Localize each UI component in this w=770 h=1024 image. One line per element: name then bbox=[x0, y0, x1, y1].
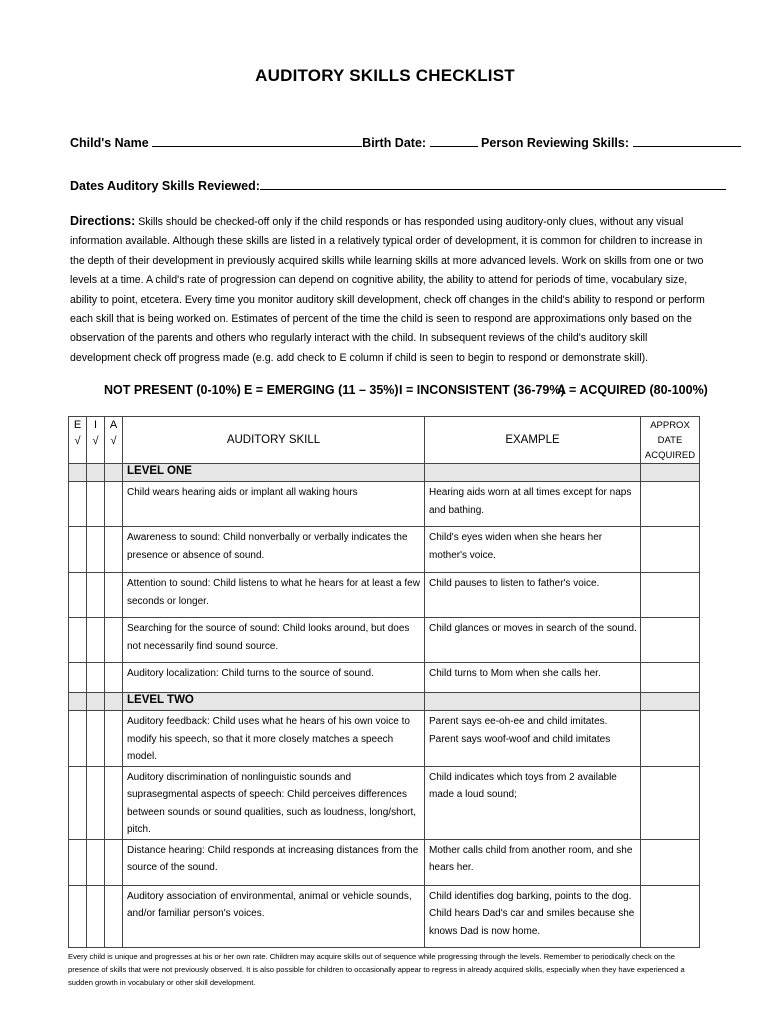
date-cell[interactable] bbox=[641, 766, 700, 839]
check-e[interactable] bbox=[69, 711, 87, 767]
child-name-label: Child's Name bbox=[70, 136, 149, 150]
page-title: AUDITORY SKILLS CHECKLIST bbox=[255, 66, 515, 85]
example-cell: Child identifies dog barking, points to the dog. Child hears Dad's car and smiles because she knows Dad is now home. bbox=[425, 885, 641, 947]
skill-cell: Distance hearing: Child responds at increasing distances from the source of the sound. bbox=[123, 839, 425, 885]
check-a[interactable] bbox=[105, 711, 123, 767]
table-row bbox=[69, 766, 700, 839]
check-a[interactable] bbox=[105, 766, 123, 839]
check-e[interactable] bbox=[69, 839, 87, 885]
check-e[interactable] bbox=[69, 885, 87, 947]
date-cell[interactable] bbox=[641, 885, 700, 947]
level-two-label: LEVEL TWO bbox=[123, 693, 425, 711]
level-two-row bbox=[69, 693, 700, 711]
check-e[interactable] bbox=[69, 618, 87, 663]
directions-text: Skills should be checked-off only if the child responds or has responded using auditory-only clues, without any visual information available. Although these skills are listed in a relatively typical order of development, it is common for children to increase in the depth of their development in previously acquired skills while learning skills at more advanced levels. Work on skills from one or two levels at a time. A child's rate of progression can depend on cognitive ability, the ability to attend for periods of time, vocabulary size, ability to point, etcetera. Every time you monitor auditory skill development, check off changes in the child's ability to respond or perform each skill that is being worked on. Estimates of percent of the time the child is seen to respond are approximations only based on the observation of the parents and others who regularly interact with the child. In subsequent reviews of the child's auditory skill development check off progress made (e.g. add check to E column if child is seen to begin to respond or demonstrate skill). bbox=[70, 216, 705, 364]
table-row bbox=[69, 839, 700, 885]
legend-inconsistent: I = INCONSISTENT (36-79%) bbox=[399, 383, 565, 397]
legend-acquired: A = ACQUIRED (80-100%) bbox=[557, 383, 708, 397]
example-cell: Child indicates which toys from 2 available made a loud sound; bbox=[425, 766, 641, 839]
date-cell[interactable] bbox=[641, 663, 700, 693]
check-i[interactable] bbox=[87, 573, 105, 618]
date-cell[interactable] bbox=[641, 618, 700, 663]
table-row bbox=[69, 527, 700, 573]
skill-cell: Attention to sound: Child listens to what he hears for at least a few seconds or longer. bbox=[123, 573, 425, 618]
check-a[interactable] bbox=[105, 527, 123, 573]
skills-table bbox=[68, 416, 700, 948]
child-info-row bbox=[70, 134, 741, 150]
example-cell: Child's eyes widen when she hears her mother's voice. bbox=[425, 527, 641, 573]
date-cell[interactable] bbox=[641, 839, 700, 885]
check-i[interactable] bbox=[87, 663, 105, 693]
check-a[interactable] bbox=[105, 885, 123, 947]
check-a[interactable] bbox=[105, 663, 123, 693]
table-header bbox=[69, 417, 700, 464]
example-cell: Parent says ee-oh-ee and child imitates. Parent says woof-woof and child imitates bbox=[425, 711, 641, 767]
date-cell[interactable] bbox=[641, 711, 700, 767]
date-cell[interactable] bbox=[641, 482, 700, 527]
birth-date-label: Birth Date: bbox=[362, 136, 427, 150]
header-auditory-skill: AUDITORY SKILL bbox=[123, 417, 425, 464]
header-approx-date: APPROX DATE ACQUIRED bbox=[641, 417, 700, 464]
example-cell: Child glances or moves in search of the sound. bbox=[425, 618, 641, 663]
level-one-label: LEVEL ONE bbox=[123, 464, 425, 482]
check-a[interactable] bbox=[105, 482, 123, 527]
header-i: I √ bbox=[87, 417, 105, 464]
skill-cell: Searching for the source of sound: Child looks around, but does not necessarily find sound source. bbox=[123, 618, 425, 663]
date-cell[interactable] bbox=[641, 527, 700, 573]
check-a[interactable] bbox=[105, 573, 123, 618]
check-i[interactable] bbox=[87, 618, 105, 663]
check-e[interactable] bbox=[69, 527, 87, 573]
reviewer-label: Person Reviewing Skills: bbox=[481, 136, 630, 150]
check-e[interactable] bbox=[69, 663, 87, 693]
footer-note: Every child is unique and progresses at his or her own rate. Children may acquire skills out of sequence while progressing through the levels. Remember to periodically check on the presence of skills that were not previously observed. It is also possible for children to occasionally appear to regress in already acquired skills, especially when they have experienced a sudden growth in vocabulary or other skill development. bbox=[68, 952, 685, 987]
directions-label: Directions: bbox=[70, 214, 136, 228]
dates-reviewed-field[interactable] bbox=[260, 177, 726, 190]
check-e[interactable] bbox=[69, 573, 87, 618]
skill-cell: Awareness to sound: Child nonverbally or verbally indicates the presence or absence of sound. bbox=[123, 527, 425, 573]
dates-reviewed-label: Dates Auditory Skills Reviewed: bbox=[70, 179, 260, 193]
check-a[interactable] bbox=[105, 618, 123, 663]
skill-cell: Auditory feedback: Child uses what he hears of his own voice to modify his speech, so that it more closely matches a speech model. bbox=[123, 711, 425, 767]
date-cell[interactable] bbox=[641, 573, 700, 618]
check-i[interactable] bbox=[87, 482, 105, 527]
directions bbox=[70, 212, 710, 368]
table-row bbox=[69, 663, 700, 693]
header-e: E √ bbox=[69, 417, 87, 464]
legend-not-present: NOT PRESENT (0-10%) bbox=[104, 383, 241, 397]
check-a[interactable] bbox=[105, 839, 123, 885]
check-i[interactable] bbox=[87, 839, 105, 885]
table-row bbox=[69, 573, 700, 618]
legend-emerging: E = EMERGING (11 – 35%) bbox=[244, 383, 399, 397]
check-i[interactable] bbox=[87, 711, 105, 767]
table-row bbox=[69, 711, 700, 767]
level-one-row bbox=[69, 464, 700, 482]
skill-cell: Auditory localization: Child turns to the source of sound. bbox=[123, 663, 425, 693]
check-e[interactable] bbox=[69, 766, 87, 839]
example-cell: Child pauses to listen to father's voice. bbox=[425, 573, 641, 618]
dates-reviewed-row bbox=[70, 177, 726, 193]
skill-cell: Auditory discrimination of nonlinguistic sounds and suprasegmental aspects of speech: Child perceives differences between sounds or sound qualities, such as loudness, long/short, pitch. bbox=[123, 766, 425, 839]
skill-cell: Auditory association of environmental, animal or vehicle sounds, and/or familiar person's voices. bbox=[123, 885, 425, 947]
header-a: A √ bbox=[105, 417, 123, 464]
header-example: EXAMPLE bbox=[425, 417, 641, 464]
example-cell: Mother calls child from another room, and she hears her. bbox=[425, 839, 641, 885]
birth-date-field[interactable] bbox=[430, 134, 478, 147]
check-e[interactable] bbox=[69, 482, 87, 527]
table-row bbox=[69, 618, 700, 663]
example-cell: Child turns to Mom when she calls her. bbox=[425, 663, 641, 693]
check-i[interactable] bbox=[87, 885, 105, 947]
skill-cell: Child wears hearing aids or implant all waking hours bbox=[123, 482, 425, 527]
check-i[interactable] bbox=[87, 527, 105, 573]
table-row bbox=[69, 885, 700, 947]
child-name-field[interactable] bbox=[152, 134, 362, 147]
table-row bbox=[69, 482, 700, 527]
reviewer-field[interactable] bbox=[633, 134, 741, 147]
example-cell: Hearing aids worn at all times except for naps and bathing. bbox=[425, 482, 641, 527]
check-i[interactable] bbox=[87, 766, 105, 839]
